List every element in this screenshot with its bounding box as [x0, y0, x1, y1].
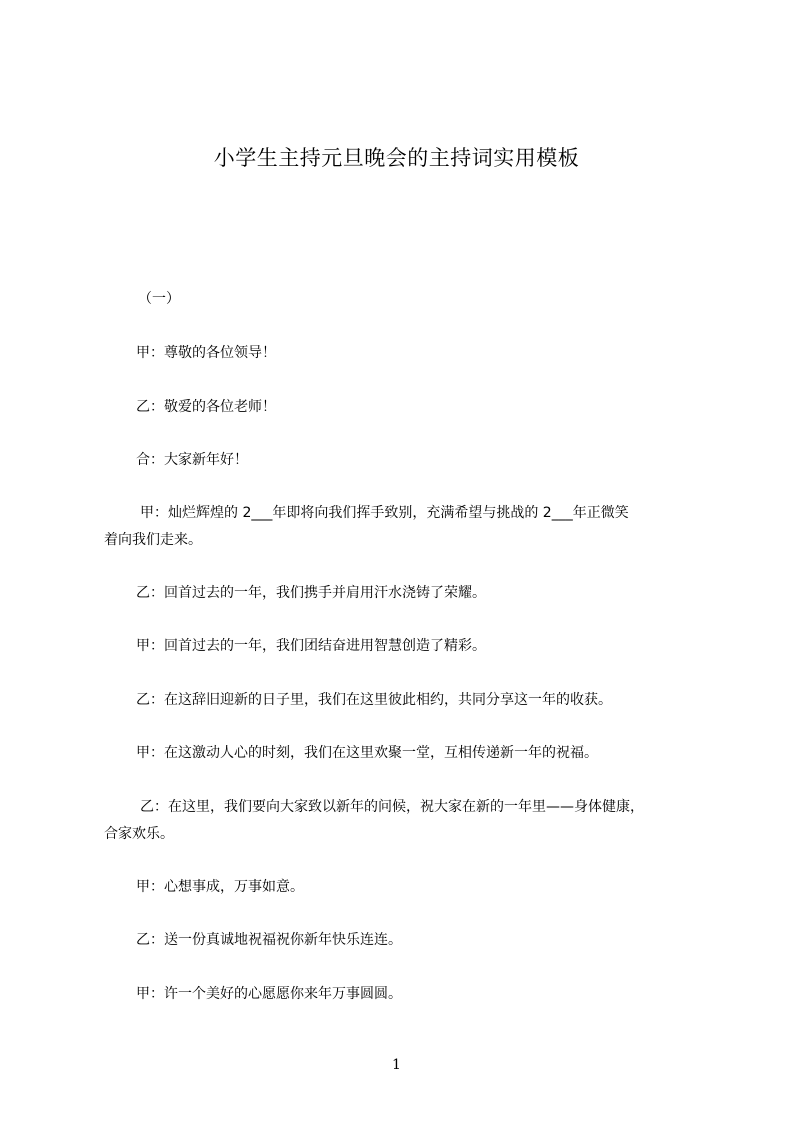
paragraph-line: 合家欢乐。 — [104, 826, 174, 842]
paragraph-line: 甲：尊敬的各位领导！ — [136, 345, 276, 361]
paragraph — [104, 580, 716, 607]
paragraph — [104, 740, 716, 767]
paragraph-line: 乙：在这里，我们要向大家致以新年的问候，祝大家在新的一年里——身体健康， — [140, 799, 644, 815]
paragraph-line: 着向我们走来。 — [104, 532, 202, 548]
paragraph-line: 乙：敬爱的各位老师！ — [136, 399, 276, 415]
paragraph — [104, 340, 716, 367]
paragraph-line: 甲：在这激动人心的时刻，我们在这里欢聚一堂，互相传递新一年的祝福。 — [136, 745, 598, 761]
paragraph — [104, 927, 716, 954]
paragraph-line: 甲：许一个美好的心愿愿你来年万事圆圆。 — [136, 986, 402, 1002]
paragraph — [104, 981, 716, 1008]
paragraph — [104, 633, 716, 660]
document-title: 小学生主持元旦晚会的主持词实用模板 — [213, 146, 580, 170]
paragraph-line: 合：大家新年好！ — [136, 452, 248, 468]
paragraph-line: （一） — [138, 291, 180, 307]
paragraph — [104, 500, 716, 554]
paragraph — [104, 447, 716, 474]
page-number: 1 — [392, 1057, 401, 1073]
paragraph — [104, 794, 716, 848]
paragraph-line: 甲：灿烂辉煌的 2___年即将向我们挥手致别，充满希望与挑战的 2___年正微笑 — [140, 505, 629, 521]
paragraph-line: 乙：在这辞旧迎新的日子里，我们在这里彼此相约，共同分享这一年的收获。 — [136, 692, 612, 708]
paragraph — [104, 874, 716, 901]
paragraph-line: 甲：心想事成，万事如意。 — [136, 879, 304, 895]
paragraph-section-heading — [104, 286, 716, 313]
paragraph-line: 乙：送一份真诚地祝福祝你新年快乐连连。 — [136, 932, 402, 948]
paragraph-line: 乙：回首过去的一年，我们携手并肩用汗水浇铸了荣耀。 — [136, 585, 486, 601]
paragraph — [104, 687, 716, 714]
paragraph-line: 甲：回首过去的一年，我们团结奋进用智慧创造了精彩。 — [136, 638, 486, 654]
paragraph — [104, 394, 716, 421]
